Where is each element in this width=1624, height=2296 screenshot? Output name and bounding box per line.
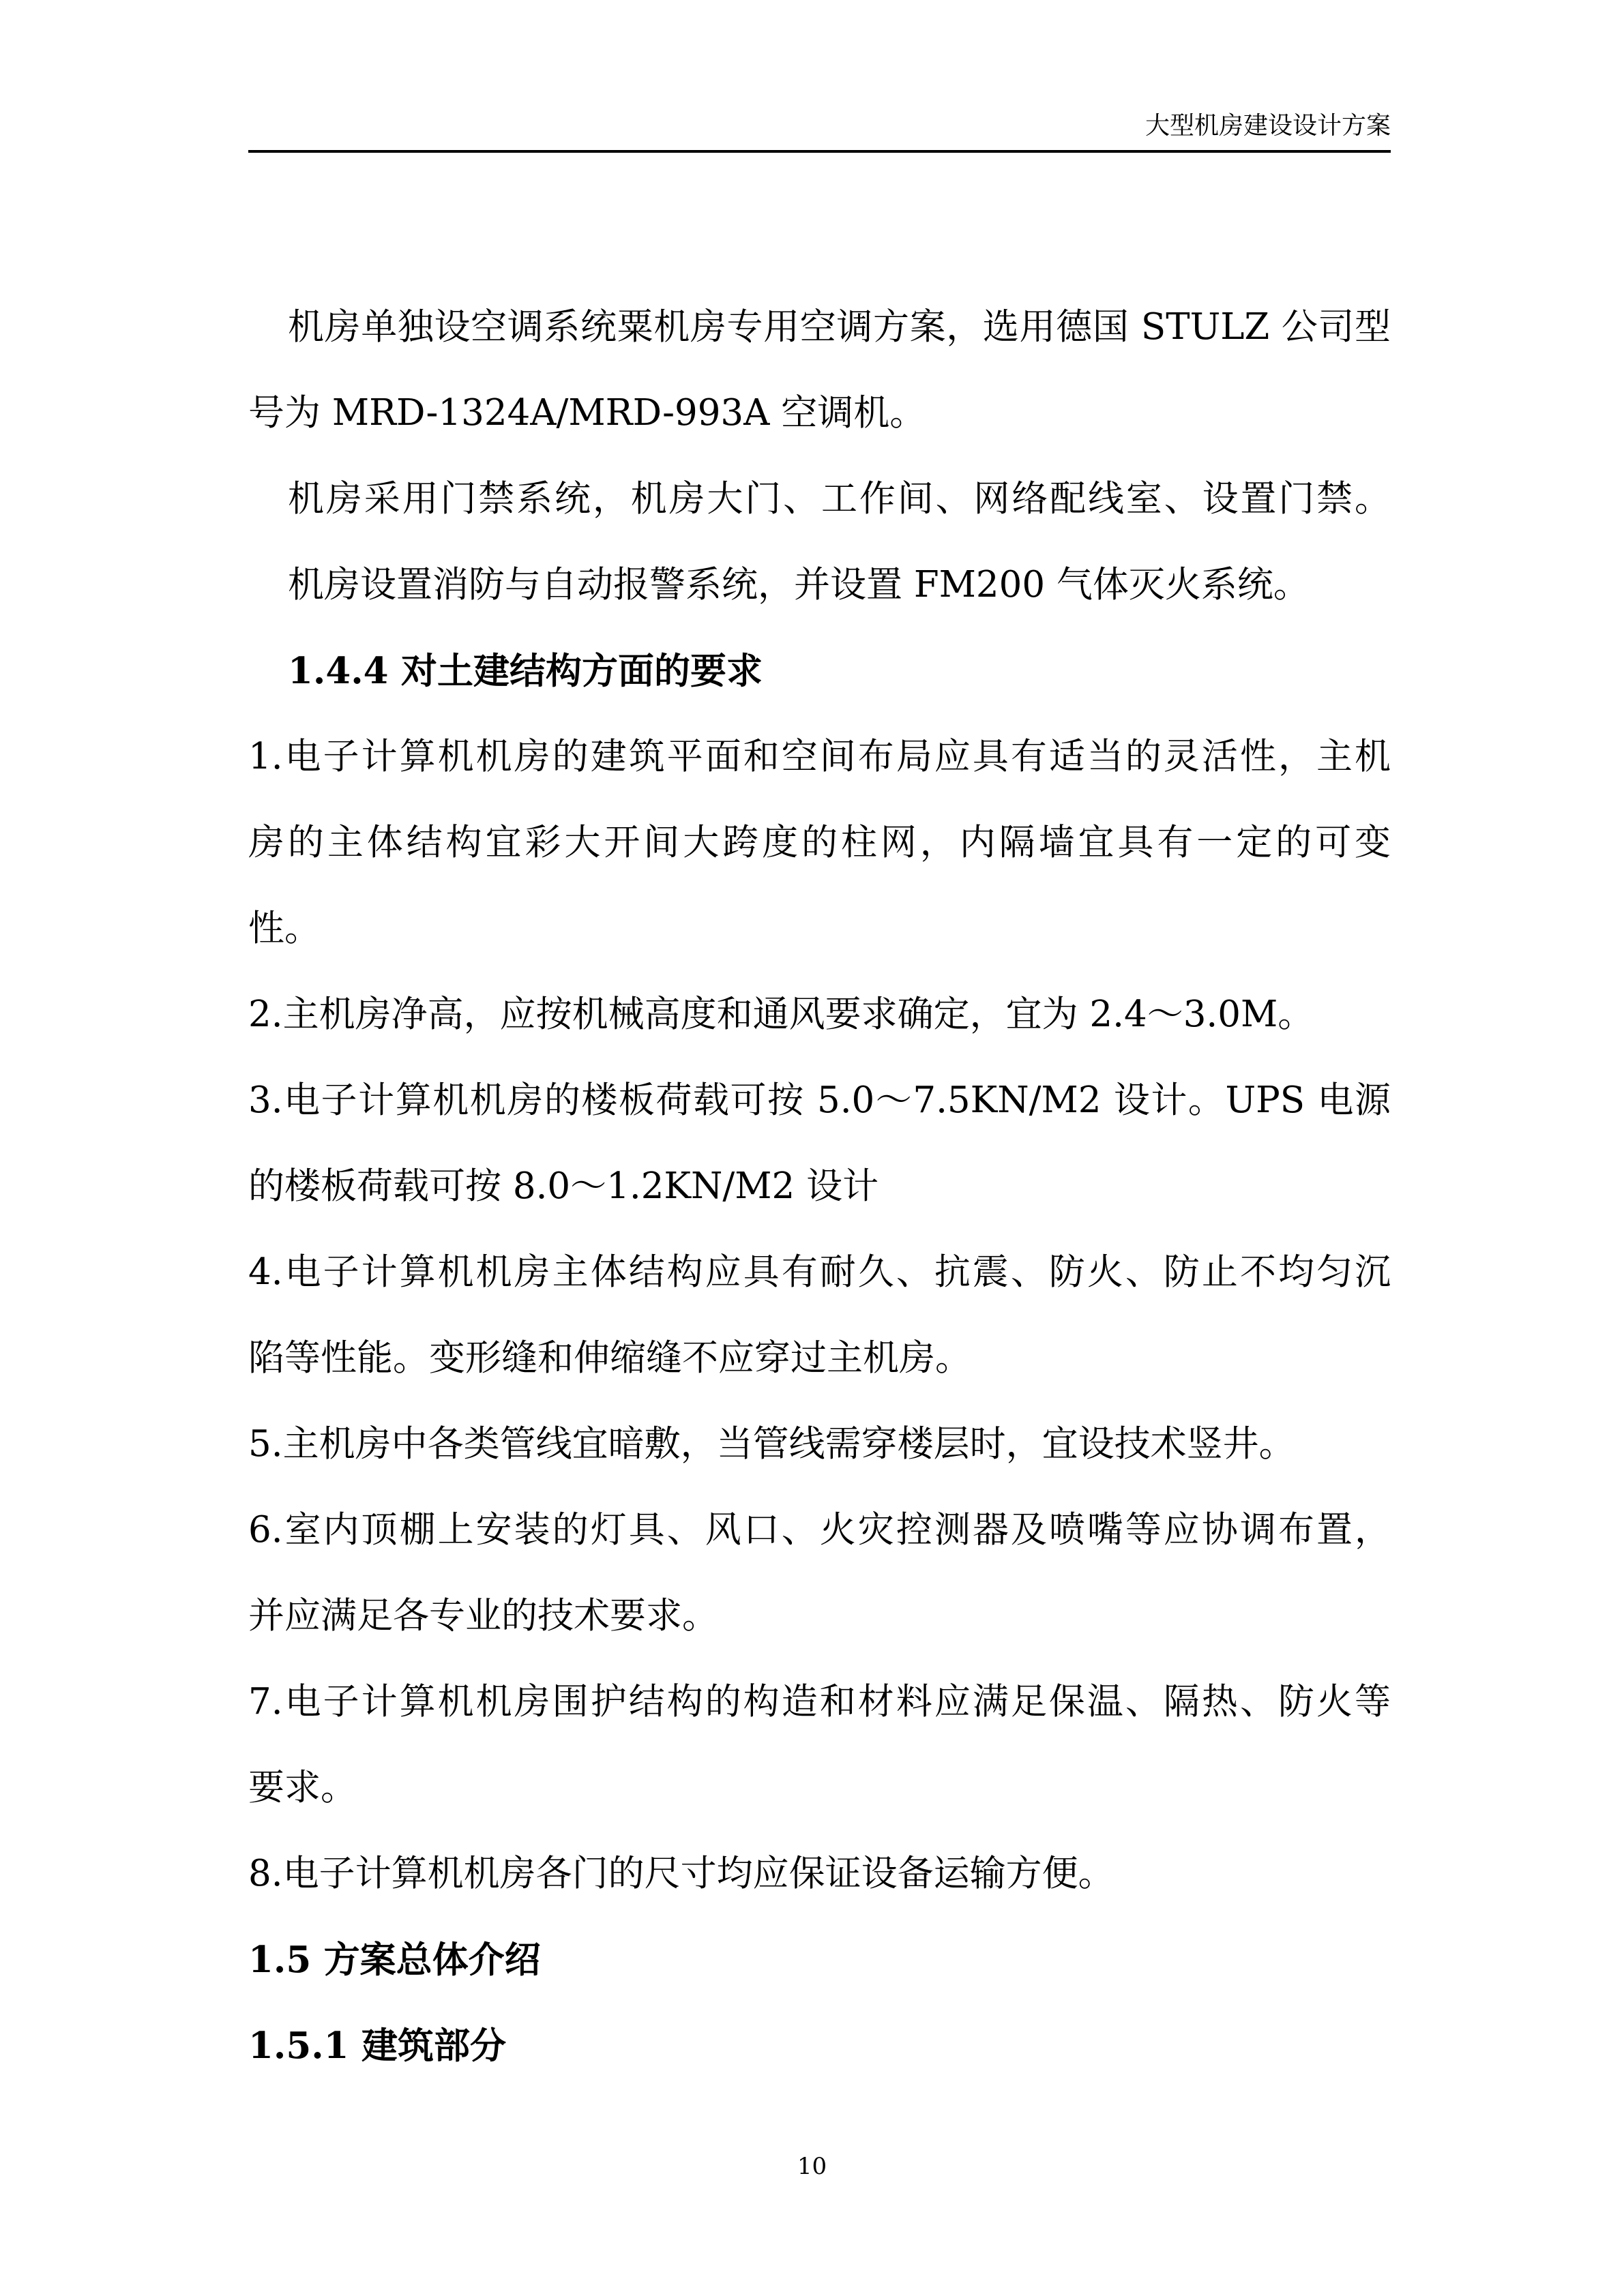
section-heading-1-5: 1.5 方案总体介绍 (248, 1939, 541, 1981)
paragraph-line: 机房单独设空调系统粟机房专用空调方案，选用德国 STULZ 公司型 (288, 306, 1391, 348)
list-item-line: 3.电子计算机机房的楼板荷载可按 5.0～7.5KN/M2 设计。UPS 电源 (248, 1079, 1391, 1121)
list-item-line: 1.电子计算机机房的建筑平面和空间布局应具有适当的灵活性，主机 (248, 736, 1391, 777)
list-item-line: 8.电子计算机机房各门的尺寸均应保证设备运输方便。 (248, 1853, 1114, 1894)
paragraph-line: 机房采用门禁系统，机房大门、工作间、网络配线室、设置门禁。 (288, 478, 1391, 520)
section-heading-1-4-4: 1.4.4 对土建结构方面的要求 (288, 650, 763, 692)
header-rule (248, 150, 1391, 153)
list-item-line: 2.主机房净高，应按机械高度和通风要求确定，宜为 2.4～3.0M。 (248, 994, 1314, 1035)
paragraph-line: 机房设置消防与自动报警系统，并设置 FM200 气体灭火系统。 (288, 564, 1310, 606)
paragraph-line: 号为 MRD-1324A/MRD-993A 空调机。 (248, 392, 926, 434)
section-heading-1-5-1: 1.5.1 建筑部分 (248, 2025, 506, 2067)
list-item-line: 5.主机房中各类管线宜暗敷，当管线需穿楼层时，宜设技术竖井。 (248, 1423, 1295, 1465)
list-item-line: 的楼板荷载可按 8.0～1.2KN/M2 设计 (248, 1165, 879, 1207)
running-header-title: 大型机房建设设计方案 (1145, 112, 1391, 140)
list-item-line: 性。 (248, 908, 321, 949)
list-item-line: 陷等性能。变形缝和伸缩缝不应穿过主机房。 (248, 1337, 971, 1379)
list-item-line: 房的主体结构宜彩大开间大跨度的柱网，内隔墙宜具有一定的可变 (248, 822, 1391, 863)
list-item-line: 7.电子计算机机房围护结构的构造和材料应满足保温、隔热、防火等 (248, 1681, 1391, 1723)
document-body (248, 284, 1391, 2089)
list-item-line: 并应满足各专业的技术要求。 (248, 1595, 718, 1637)
list-item-line: 6.室内顶棚上安装的灯具、风口、火灾控测器及喷嘴等应协调布置， (248, 1509, 1391, 1551)
list-item-line: 4.电子计算机机房主体结构应具有耐久、抗震、防火、防止不均匀沉 (248, 1251, 1391, 1293)
page-number: 10 (797, 2153, 827, 2180)
list-item-line: 要求。 (248, 1767, 357, 1808)
